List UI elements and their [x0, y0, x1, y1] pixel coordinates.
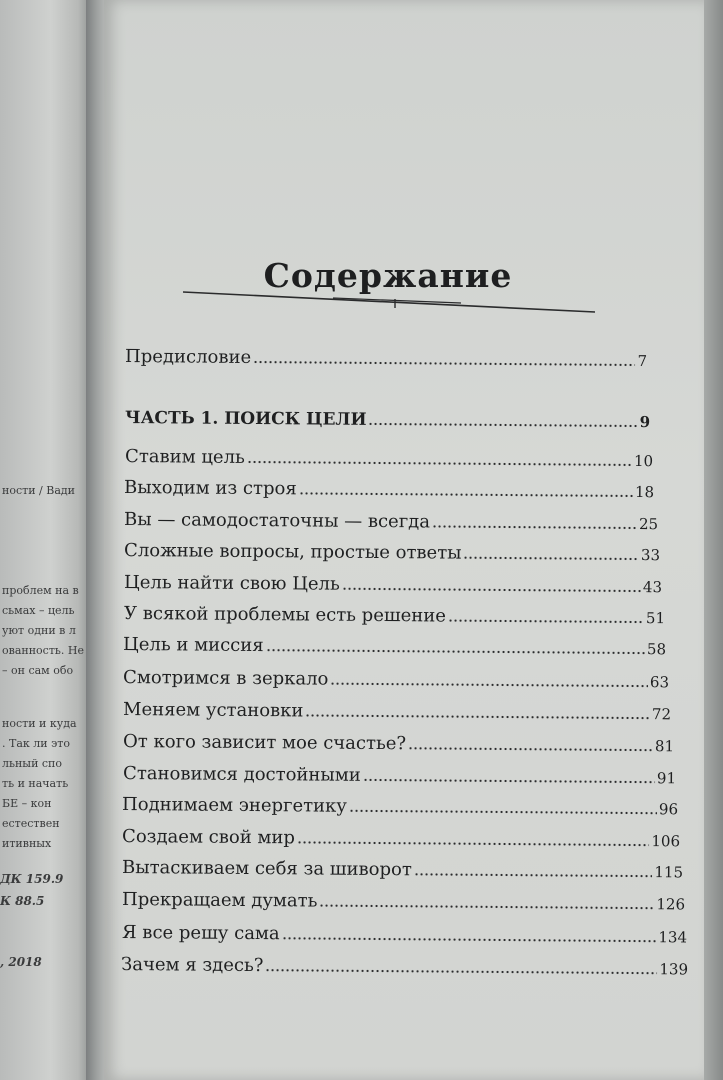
toc-entry: [123, 699, 671, 725]
toc-leader-dots: [342, 587, 641, 593]
facing-page-text-fragment: проблем на в: [2, 584, 79, 597]
toc-entry: [124, 572, 662, 598]
toc-entry: [123, 667, 669, 693]
toc-leader-dots: [362, 778, 654, 784]
toc-entry-title: Я все решу сама: [121, 922, 280, 945]
toc-leader-dots: [331, 682, 649, 688]
facing-page-text-fragment: ованность. Не: [2, 644, 84, 657]
facing-page-text-fragment: – он сам обо: [2, 664, 74, 677]
toc-page-number: 126: [656, 895, 685, 914]
toc-entry-title: Вытаскиваем себя за шиворот: [122, 857, 412, 881]
facing-page-text-fragment: К 88.5: [0, 894, 45, 908]
toc-entry: [122, 857, 683, 883]
facing-page-text-fragment: ности / Вади: [2, 484, 75, 497]
toc-leader-dots: [253, 360, 635, 367]
toc-page-number: 25: [639, 515, 659, 534]
facing-page-text-fragment: ть и начать: [2, 777, 69, 790]
facing-page-text-fragment: ДК 159.9: [0, 872, 64, 886]
toc-leader-dots: [319, 904, 654, 911]
facing-page-text-fragment: ности и куда: [2, 717, 77, 730]
toc-entry: [123, 731, 674, 757]
toc-page-number: 63: [650, 673, 670, 692]
toc-page-number: 9: [639, 413, 650, 432]
toc-leader-dots: [266, 648, 645, 655]
toc-page-number: 7: [637, 352, 648, 371]
page-edge: [704, 0, 723, 1080]
toc-entry-title: Предисловие: [125, 346, 252, 368]
toc-page-number: 106: [651, 832, 681, 851]
toc-page-number: 115: [654, 863, 684, 882]
facing-page-text-fragment: льный спо: [2, 757, 63, 770]
toc-entry: [122, 889, 685, 915]
facing-page-text-fragment: БЕ – кон: [2, 797, 52, 810]
toc-leader-dots: [266, 968, 658, 975]
facing-page-text-fragment: уют одни в л: [2, 624, 76, 637]
toc-leader-dots: [463, 556, 638, 561]
toc-entry-title: Поднимаем энергетику: [122, 794, 348, 817]
toc-leader-dots: [246, 460, 631, 467]
toc-entry-title: Выходим из строя: [124, 477, 298, 500]
facing-page-text-fragment: , 2018: [0, 955, 42, 969]
toc-entry: [124, 509, 658, 535]
toc-entry-title: Создаем свой мир: [122, 826, 296, 849]
toc-entry-title: Меняем установки: [123, 699, 304, 722]
toc-entry: [124, 540, 660, 566]
toc-entry-title: Цель и миссия: [123, 634, 265, 657]
toc-entry-title: От кого зависит мое счастье?: [122, 731, 406, 755]
toc-page-number: 81: [654, 737, 674, 756]
toc-part-heading: [125, 407, 650, 433]
toc-entry-title: У всякой проблемы есть решение: [123, 603, 446, 627]
toc-entry: [123, 634, 666, 660]
toc-entry-title: Прекращаем думать: [121, 889, 318, 912]
toc-entry: [122, 922, 687, 948]
left-page: [0, 0, 92, 1080]
toc-leader-dots: [349, 809, 657, 815]
facing-page-text-fragment: естествен: [2, 817, 60, 830]
toc-leader-dots: [447, 619, 643, 625]
toc-page-number: 58: [647, 640, 667, 659]
toc-entry-title: Цель найти свою Цель: [123, 572, 340, 595]
toc-page-number: 43: [642, 578, 662, 597]
facing-page-text-fragment: сьмах – цель: [2, 604, 75, 617]
toc-page-number: 33: [640, 546, 661, 565]
toc-page-number: 72: [651, 705, 672, 724]
toc-entry-title: Сложные вопросы, простые ответы: [124, 540, 462, 564]
toc-page-number: 91: [656, 769, 676, 788]
toc-entry-title: Ставим цель: [124, 446, 245, 468]
toc-leader-dots: [408, 746, 653, 752]
toc-page-number: 18: [635, 483, 655, 502]
toc-entry: [124, 477, 654, 503]
toc-leader-dots: [305, 713, 650, 720]
toc-entry-title: Вы — самодостаточны — всегда: [124, 509, 431, 533]
toc-leader-dots: [299, 491, 633, 498]
toc-entry: [121, 954, 688, 980]
toc-heading: Содержание: [263, 256, 513, 295]
toc-entry: [124, 603, 665, 629]
toc-page-number: 96: [659, 800, 679, 819]
toc-page-number: 51: [645, 609, 665, 628]
toc-page-number: 134: [657, 928, 687, 947]
toc-leader-dots: [281, 936, 656, 943]
toc-entry-title: Становимся достойными: [122, 763, 361, 786]
toc-entry: [125, 446, 653, 472]
facing-page-text-fragment: . Так ли это: [2, 737, 70, 750]
toc-entry: [123, 763, 676, 789]
facing-page-text-fragment: итивных: [2, 837, 52, 850]
toc-entry-title: ЧАСТЬ 1. ПОИСК ЦЕЛИ: [124, 408, 367, 430]
toc-entry: [122, 826, 680, 852]
toc-page-number: 139: [659, 960, 689, 979]
toc-leader-dots: [432, 524, 637, 530]
toc-entry: [122, 794, 678, 820]
toc-page-number: 10: [633, 451, 653, 471]
toc-entry-title: Смотримся в зеркало: [123, 667, 329, 690]
heading-ornament: [183, 286, 595, 316]
toc-leader-dots: [414, 872, 653, 878]
toc-leader-dots: [297, 840, 649, 847]
toc-entry-title: Зачем я здесь?: [121, 954, 264, 977]
toc-leader-dots: [368, 422, 637, 428]
toc-entry: [125, 346, 647, 372]
